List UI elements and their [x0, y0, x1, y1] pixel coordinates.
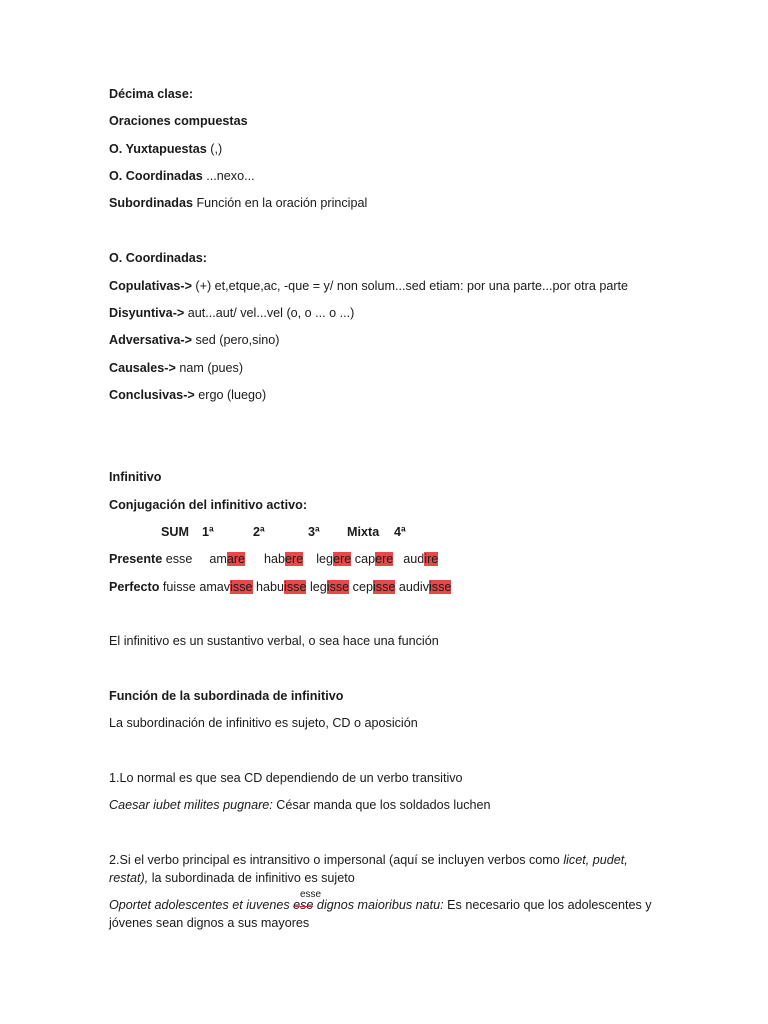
form-mixta: capere [354, 552, 394, 566]
header-2: 2ª [253, 525, 265, 539]
presente-row: Presente esse amare habere legere capere audire [109, 552, 439, 566]
struck-word: ese [293, 898, 314, 912]
header-3: 3ª [308, 525, 320, 539]
perf-form-4: audivisse [398, 580, 452, 594]
perf-form-1: amavisse [199, 580, 253, 594]
coord-item-adversativa: Adversativa-> sed (pero,sino) [109, 333, 280, 347]
example-1: Caesar iubet milites pugnare: César manda que los soldados luchen [109, 798, 491, 812]
perf-form-3: legisse [309, 580, 350, 594]
header-1: 1ª [202, 525, 214, 539]
header-sum: SUM [161, 525, 189, 539]
form-3: legere [316, 552, 352, 566]
perfecto-row: Perfecto fuisse amavisse habuisse legisse cepisse audivisse [109, 580, 452, 594]
coord-item-causales: Causales-> nam (pues) [109, 361, 244, 375]
example-2-line-2: jóvenes sean dignos a sus mayores [109, 916, 310, 930]
point-2-line-2: restat), la subordinada de infinitivo es sujeto [109, 871, 355, 885]
coord-item-disyuntiva: Disyuntiva-> aut...aut/ vel...vel (o, o ... o ...) [109, 306, 355, 320]
form-2: habere [264, 552, 304, 566]
coord-title: O. Coordinadas: [109, 251, 207, 265]
infinitivo-subtitle: Conjugación del infinitivo activo: [109, 498, 308, 512]
infinitivo-title: Infinitivo [109, 470, 162, 484]
funcion-title: Función de la subordinada de infinitivo [109, 689, 344, 703]
correction-note: esse [300, 889, 322, 900]
form-1: amare [209, 552, 246, 566]
intro-line-3: Subordinadas Función en la oración principal [109, 196, 368, 210]
infinitivo-note: El infinitivo es un sustantivo verbal, o sea hace una función [109, 634, 439, 648]
class-title: Décima clase: [109, 87, 194, 101]
coord-item-copulativas: Copulativas-> (+) et,etque,ac, -que = y/ non solum...sed etiam: por una parte...por otra parte [109, 279, 629, 293]
example-2-line-1: Oportet adolescentes et iuvenes ese dignos maioribus natu: Es necesario que los adolescentes y esse [109, 889, 652, 912]
intro-line-1: O. Yuxtapuestas (,) [109, 142, 223, 156]
header-mixta: Mixta [347, 525, 380, 539]
form-4: audire [403, 552, 439, 566]
funcion-text: La subordinación de infinitivo es sujeto, CD o aposición [109, 716, 418, 730]
point-2-line-1: 2.Si el verbo principal es intransitivo o impersonal (aquí se incluyen verbos como licet, pudet, [109, 853, 628, 867]
perf-form-mixta: cepisse [352, 580, 396, 594]
point-1: 1.Lo normal es que sea CD dependiendo de un verbo transitivo [109, 771, 463, 785]
topic-title: Oraciones compuestas [109, 114, 248, 128]
perf-form-2: habuisse [256, 580, 307, 594]
intro-line-2: O. Coordinadas ...nexo... [109, 169, 255, 183]
coord-item-conclusivas: Conclusivas-> ergo (luego) [109, 388, 267, 402]
header-4: 4ª [394, 525, 406, 539]
